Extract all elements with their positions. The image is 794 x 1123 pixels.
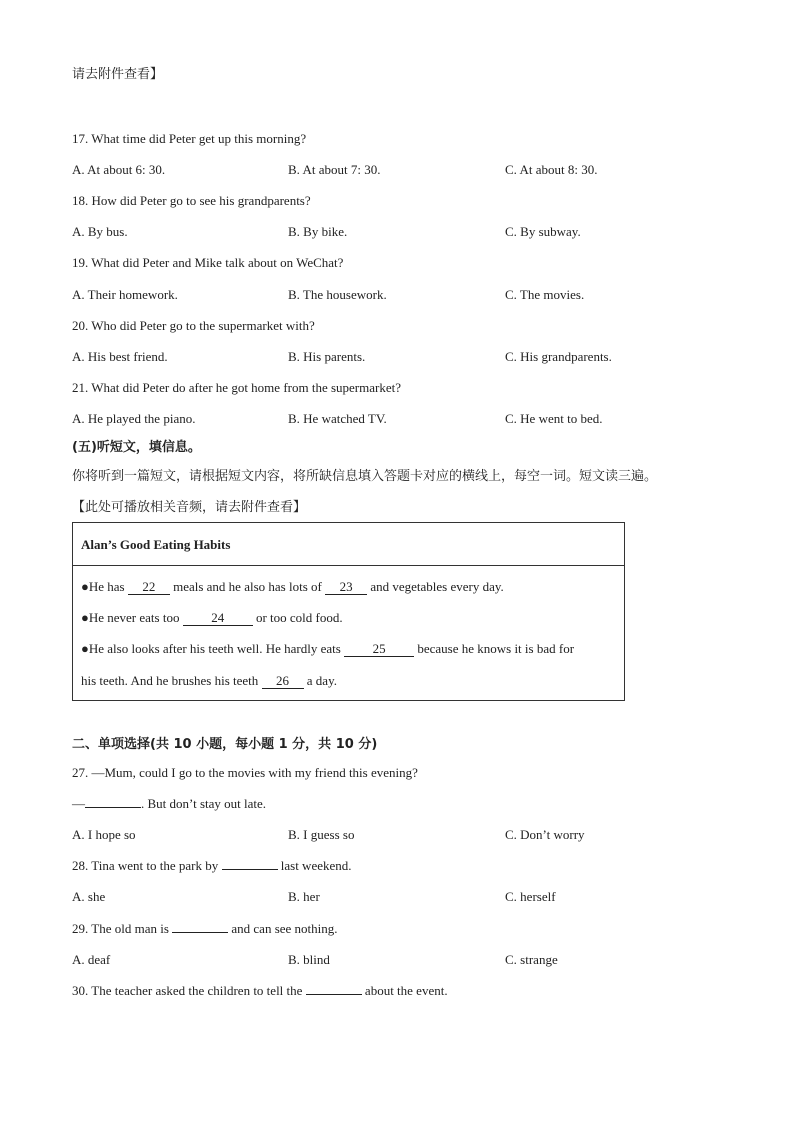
question-19-option-c: C. The movies. xyxy=(505,287,585,302)
question-20-option-a: A. His best friend. xyxy=(72,349,168,364)
info-line-3-post: because he knows it is bad for xyxy=(414,641,575,656)
info-line-4 xyxy=(81,673,337,689)
blank-24[interactable]: 24 xyxy=(183,611,253,626)
question-29-pre: 29. The old man is xyxy=(72,921,173,936)
question-27-stem: 27. —Mum, could I go to the movies with my friend this evening? xyxy=(72,765,418,780)
question-21-option-a: A. He played the piano. xyxy=(72,411,196,426)
audio-note-tail: 请去附件查看】 xyxy=(72,67,164,82)
question-21-stem: 21. What did Peter do after he got home from the supermarket? xyxy=(72,380,401,395)
audio-note: 【此处可播放相关音频，请去附件查看】 xyxy=(72,500,307,515)
question-18-option-b: B. By bike. xyxy=(288,224,348,239)
question-27-option-b: B. I guess so xyxy=(288,827,355,842)
question-30-stem xyxy=(72,983,448,999)
info-line-2-post: or too cold food. xyxy=(252,610,343,625)
question-28-stem xyxy=(72,858,352,874)
info-line-3 xyxy=(81,641,574,657)
question-18-option-c: C. By subway. xyxy=(505,224,581,239)
question-17-option-b: B. At about 7: 30. xyxy=(288,162,381,177)
info-line-3-pre: ●He also looks after his teeth well. He hardly eats xyxy=(81,641,345,656)
question-27-blank[interactable] xyxy=(85,807,141,808)
question-29-option-b: B. blind xyxy=(288,952,330,967)
question-18-option-a: A. By bus. xyxy=(72,224,128,239)
question-27-dash: — xyxy=(72,796,85,811)
question-17-option-c: C. At about 8: 30. xyxy=(505,162,598,177)
question-27-reply-text: . But don’t stay out late. xyxy=(141,796,267,811)
question-28-blank[interactable] xyxy=(222,869,278,870)
question-30-pre: 30. The teacher asked the children to tell the xyxy=(72,983,306,998)
info-line-4-post: a day. xyxy=(303,673,337,688)
info-line-2 xyxy=(81,610,343,626)
info-line-4-pre: his teeth. And he brushes his teeth xyxy=(81,673,262,688)
question-29-option-a: A. deaf xyxy=(72,952,111,967)
question-19-option-b: B. The housework. xyxy=(288,287,387,302)
question-28-option-c: C. herself xyxy=(505,889,556,904)
question-17-stem: 17. What time did Peter get up this morning? xyxy=(72,131,307,146)
info-line-1 xyxy=(81,579,504,595)
blank-25[interactable]: 25 xyxy=(344,642,414,657)
question-20-stem: 20. Who did Peter go to the supermarket with? xyxy=(72,318,315,333)
info-line-1-pre: ●He has xyxy=(81,579,128,594)
question-27-reply xyxy=(72,796,266,812)
question-28-pre: 28. Tina went to the park by xyxy=(72,858,222,873)
question-17-option-a: A. At about 6: 30. xyxy=(72,162,166,177)
blank-22[interactable]: 22 xyxy=(128,580,170,595)
section-5-heading: (五)听短文，填信息。 xyxy=(72,440,201,455)
blank-23[interactable]: 23 xyxy=(325,580,367,595)
question-21-option-c: C. He went to bed. xyxy=(505,411,603,426)
info-line-2-pre: ●He never eats too xyxy=(81,610,183,625)
info-table-title: Alan’s Good Eating Habits xyxy=(81,537,231,552)
blank-26[interactable]: 26 xyxy=(262,674,304,689)
question-27-option-a: A. I hope so xyxy=(72,827,136,842)
question-18-stem: 18. How did Peter go to see his grandparents? xyxy=(72,193,311,208)
info-line-1-mid: meals and he also has lots of xyxy=(169,579,326,594)
question-29-blank[interactable] xyxy=(172,932,228,933)
question-28-option-a: A. she xyxy=(72,889,106,904)
section-5-instruction: 你将听到一篇短文，请根据短文内容，将所缺信息填入答题卡对应的横线上，每空一词。短文读三遍。 xyxy=(72,469,658,484)
question-30-post: about the event. xyxy=(361,983,448,998)
question-28-option-b: B. her xyxy=(288,889,320,904)
question-19-stem: 19. What did Peter and Mike talk about on WeChat? xyxy=(72,255,344,270)
question-29-post: and can see nothing. xyxy=(228,921,338,936)
info-table xyxy=(72,522,625,701)
info-line-1-post: and vegetables every day. xyxy=(367,579,504,594)
info-table-header xyxy=(73,523,624,566)
question-29-stem xyxy=(72,921,338,937)
question-20-option-c: C. His grandparents. xyxy=(505,349,612,364)
question-19-option-a: A. Their homework. xyxy=(72,287,178,302)
question-29-option-c: C. strange xyxy=(505,952,558,967)
part-2-heading: 二、单项选择(共 10 小题，每小题 1 分，共 10 分) xyxy=(72,737,378,752)
question-30-blank[interactable] xyxy=(306,994,362,995)
question-27-option-c: C. Don’t worry xyxy=(505,827,585,842)
question-21-option-b: B. He watched TV. xyxy=(288,411,387,426)
question-28-post: last weekend. xyxy=(277,858,352,873)
question-20-option-b: B. His parents. xyxy=(288,349,366,364)
